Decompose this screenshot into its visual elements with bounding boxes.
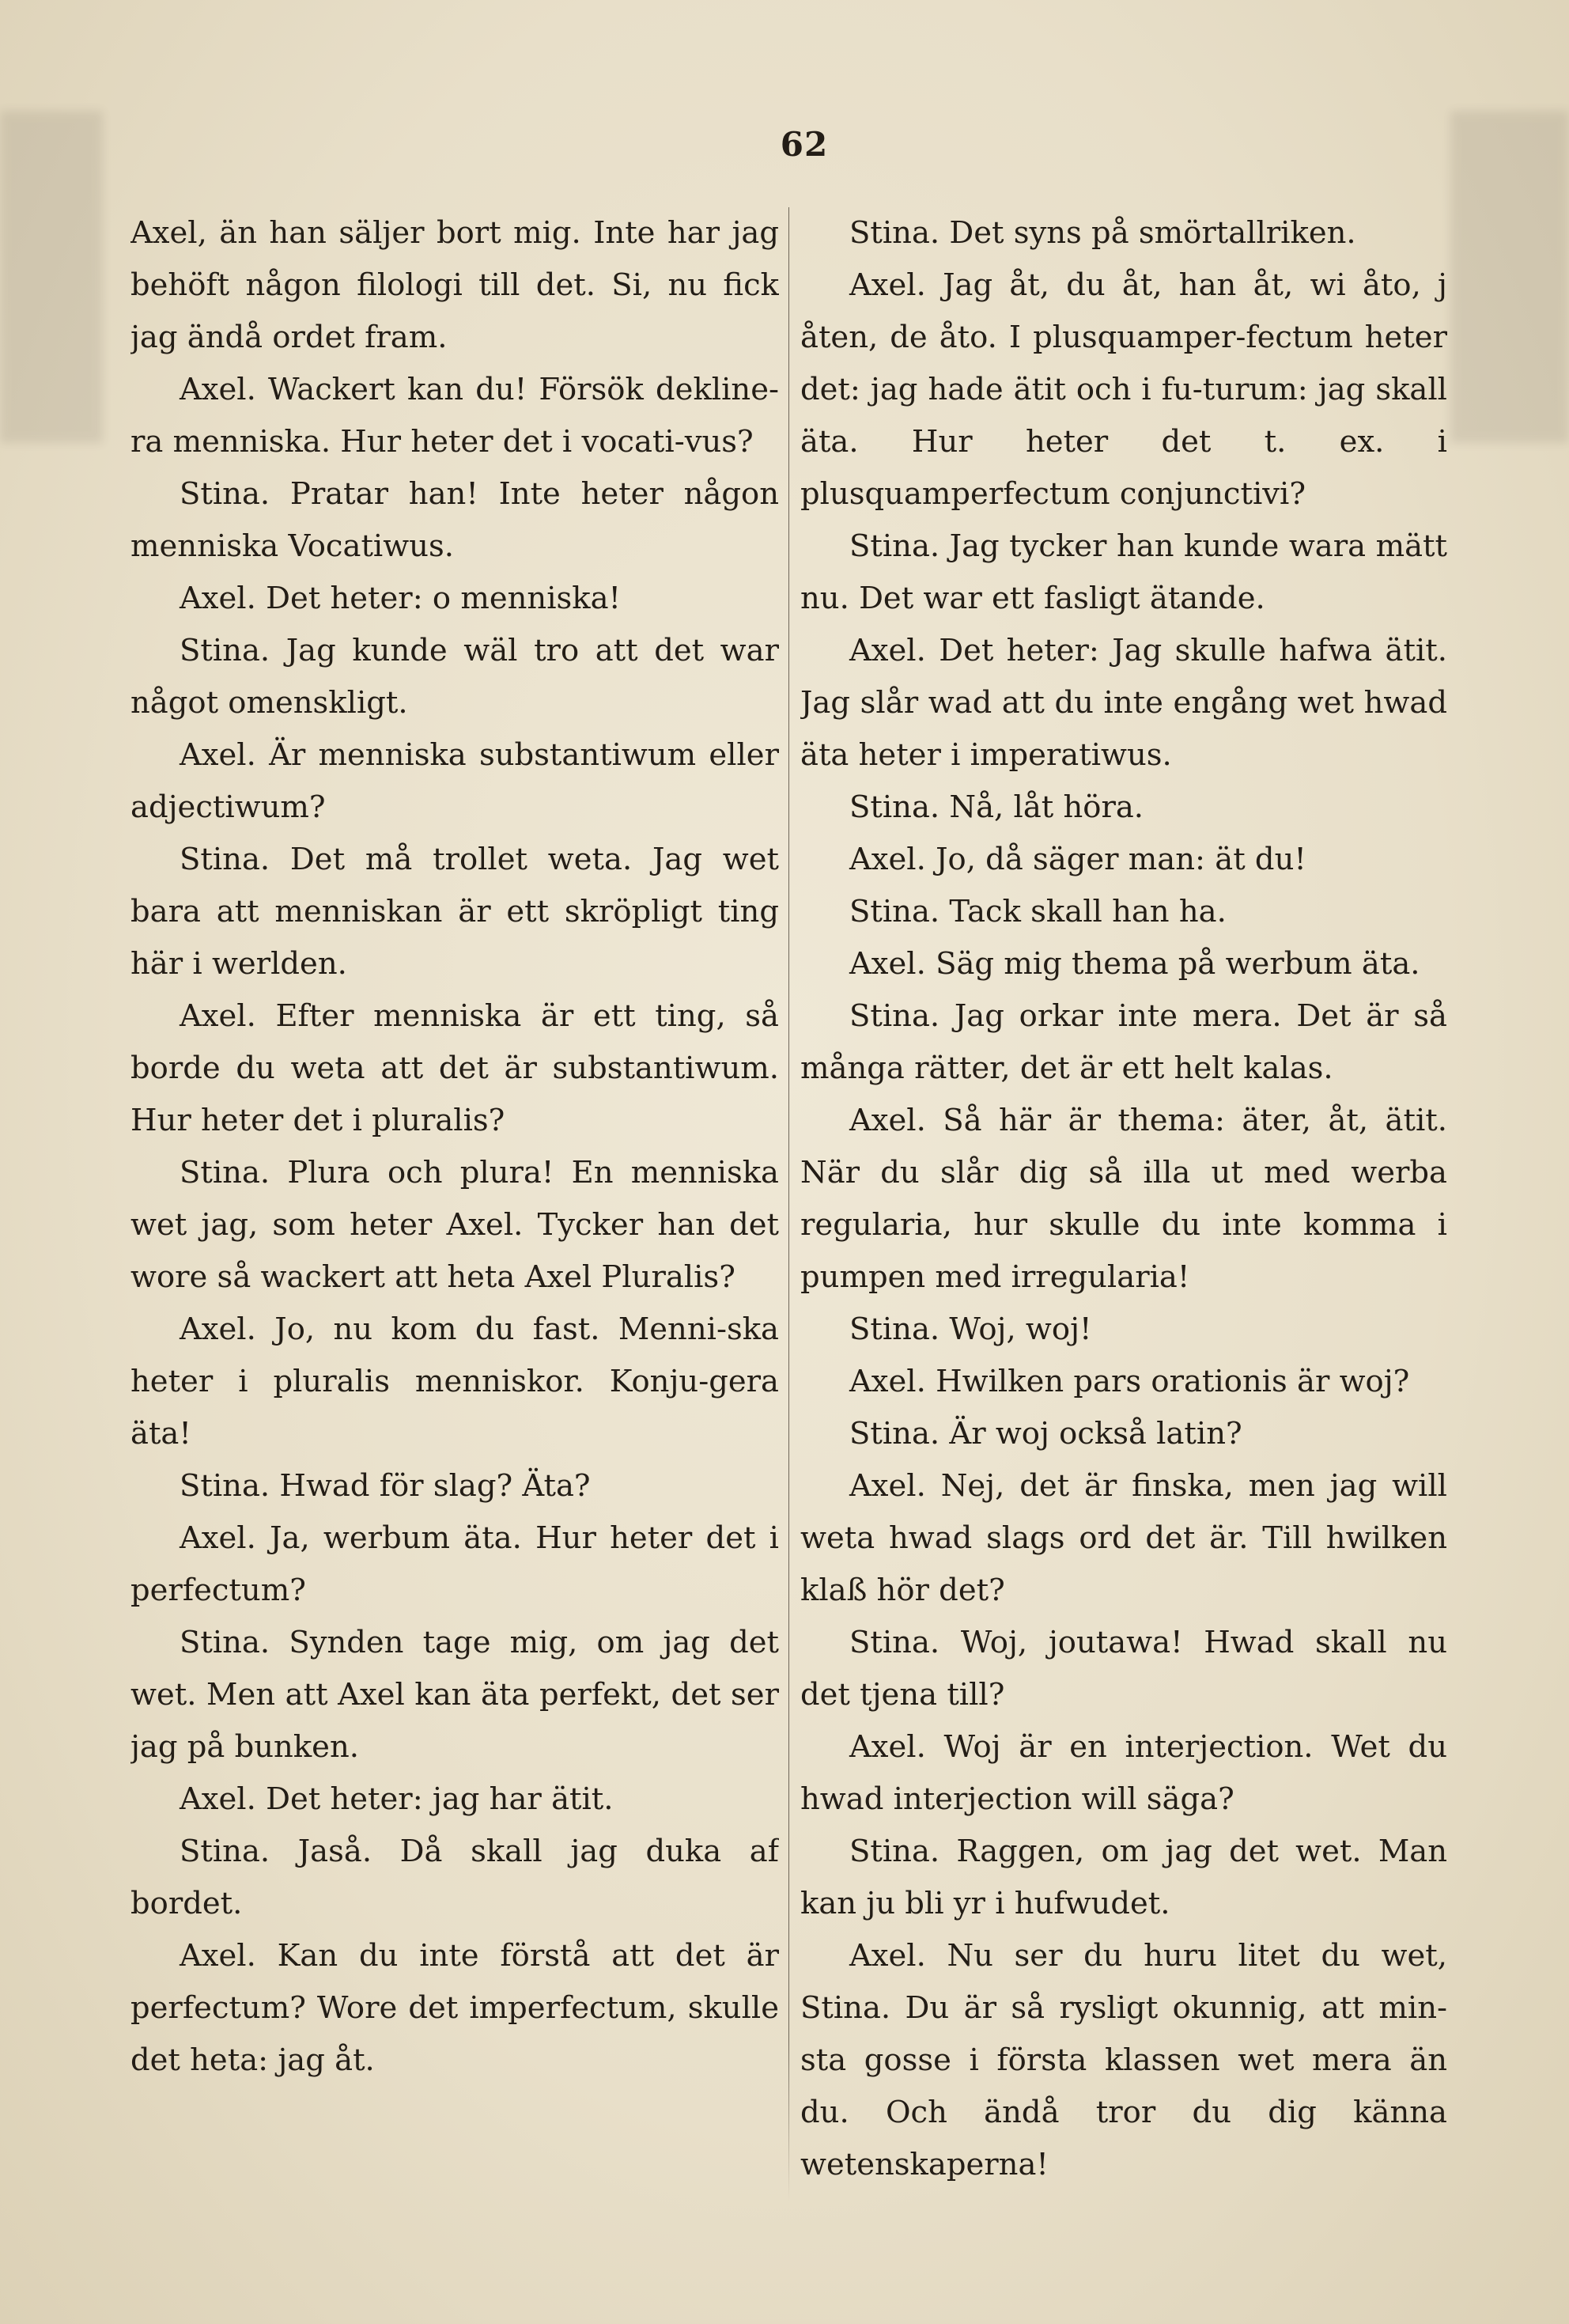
dialogue-paragraph: Stina. Plura och plura! En menniska wet jag, som heter Axel. Tycker han det wore så wackert att heta Axel Pluralis?: [130, 1155, 779, 1295]
dialogue-paragraph: Axel. Efter menniska är ett ting, så borde du weta att det är substantiwum. Hur heter det i pluralis?: [130, 998, 779, 1138]
left-text-column: [130, 207, 779, 2264]
dialogue-paragraph: Axel. Säg mig thema på werbum äta.: [849, 946, 1420, 982]
dialogue-paragraph: Axel. Wackert kan du! Försök dekline-ra menniska. Hur heter det i vocati-vus?: [130, 372, 779, 460]
dialogue-paragraph: Stina. Jag orkar inte mera. Det är så många rätter, det är ett helt kalas.: [800, 998, 1447, 1086]
dialogue-paragraph: Stina. Synden tage mig, om jag det wet. Men att Axel kan äta perfekt, det ser jag på bunken.: [130, 1625, 779, 1765]
dialogue-paragraph: Stina. Jag tycker han kunde wara mätt nu. Det war ett fasligt ätande.: [800, 528, 1447, 616]
dialogue-paragraph: Stina. Nå, låt höra.: [849, 789, 1144, 825]
dialogue-paragraph: Axel. Är menniska substantiwum eller adjectiwum?: [130, 737, 779, 825]
dialogue-paragraph: Axel. Så här är thema: äter, åt, ätit. När du slår dig så illa ut med werba regularia, hur skulle du inte komma i pumpen med irregularia!: [800, 1103, 1447, 1295]
dialogue-paragraph: Axel. Det heter: Jag skulle hafwa ätit. Jag slår wad att du inte engång wet hwad äta heter i imperatiwus.: [800, 633, 1447, 773]
dialogue-paragraph: Stina. Det må trollet weta. Jag wet bara att menniskan är ett skröpligt ting här i werlden.: [130, 842, 779, 982]
dialogue-paragraph: Stina. Raggen, om jag det wet. Man kan ju bli yr i hufwudet.: [800, 1834, 1447, 1921]
dialogue-paragraph: Axel. Jo, då säger man: ät du!: [849, 842, 1306, 877]
dialogue-paragraph: Stina. Woj, joutawa! Hwad skall nu det tjena till?: [800, 1625, 1447, 1713]
dialogue-paragraph: Stina. Är woj också latin?: [849, 1416, 1242, 1452]
dialogue-paragraph: Axel. Woj är en interjection. Wet du hwad interjection will säga?: [800, 1729, 1447, 1817]
column-divider: [788, 207, 789, 2201]
dialogue-paragraph: Stina. Woj, woj!: [849, 1312, 1092, 1347]
page-number: 62: [780, 125, 829, 164]
dialogue-paragraph: Axel. Nu ser du huru litet du wet, Stina. Du är så rysligt okunnig, att min-sta gosse i första klassen wet mera än du. Och ändå tror du dig känna wetenskaperna!: [800, 1938, 1447, 2182]
dialogue-paragraph: Axel. Det heter: o menniska!: [180, 581, 622, 616]
right-text-column: [800, 207, 1447, 2264]
dialogue-paragraph: Stina. Jag kunde wäl tro att det war något omenskligt.: [130, 633, 779, 721]
dialogue-paragraph: Axel. Ja, werbum äta. Hur heter det i perfectum?: [130, 1520, 779, 1608]
dialogue-paragraph: Axel. Nej, det är finska, men jag will weta hwad slags ord det är. Till hwilken klaß hör det?: [800, 1468, 1447, 1608]
dialogue-paragraph: Axel. Jo, nu kom du fast. Menni-ska heter i pluralis menniskor. Konju-gera äta!: [130, 1312, 779, 1452]
dialogue-paragraph: Axel. Kan du inte förstå att det är perfectum? Wore det imperfectum, skulle det heta: jag åt.: [130, 1938, 779, 2078]
dialogue-paragraph: Axel. Hwilken pars orationis är woj?: [849, 1364, 1410, 1399]
dialogue-paragraph: Stina. Tack skall han ha.: [849, 894, 1227, 929]
dialogue-paragraph: Stina. Det syns på smörtallriken.: [849, 215, 1356, 251]
dialogue-paragraph: Stina. Jaså. Då skall jag duka af bordet.: [130, 1834, 779, 1921]
dialogue-paragraph: Axel. Jag åt, du åt, han åt, wi åto, j åten, de åto. I plusquamper-fectum heter det: jag hade ätit och i fu-turum: jag skall äta. Hur heter det t. ex. i plusquamperfectum conjunctivi?: [800, 267, 1447, 512]
dialogue-paragraph: Stina. Hwad för slag? Äta?: [180, 1468, 591, 1504]
dialogue-paragraph: Stina. Pratar han! Inte heter någon menniska Vocatiwus.: [130, 476, 779, 564]
dialogue-paragraph: Axel. Det heter: jag har ätit.: [180, 1781, 614, 1817]
dialogue-paragraph: Axel, än han säljer bort mig. Inte har jag behöft någon filologi till det. Si, nu fick jag ändå ordet fram.: [130, 215, 779, 355]
